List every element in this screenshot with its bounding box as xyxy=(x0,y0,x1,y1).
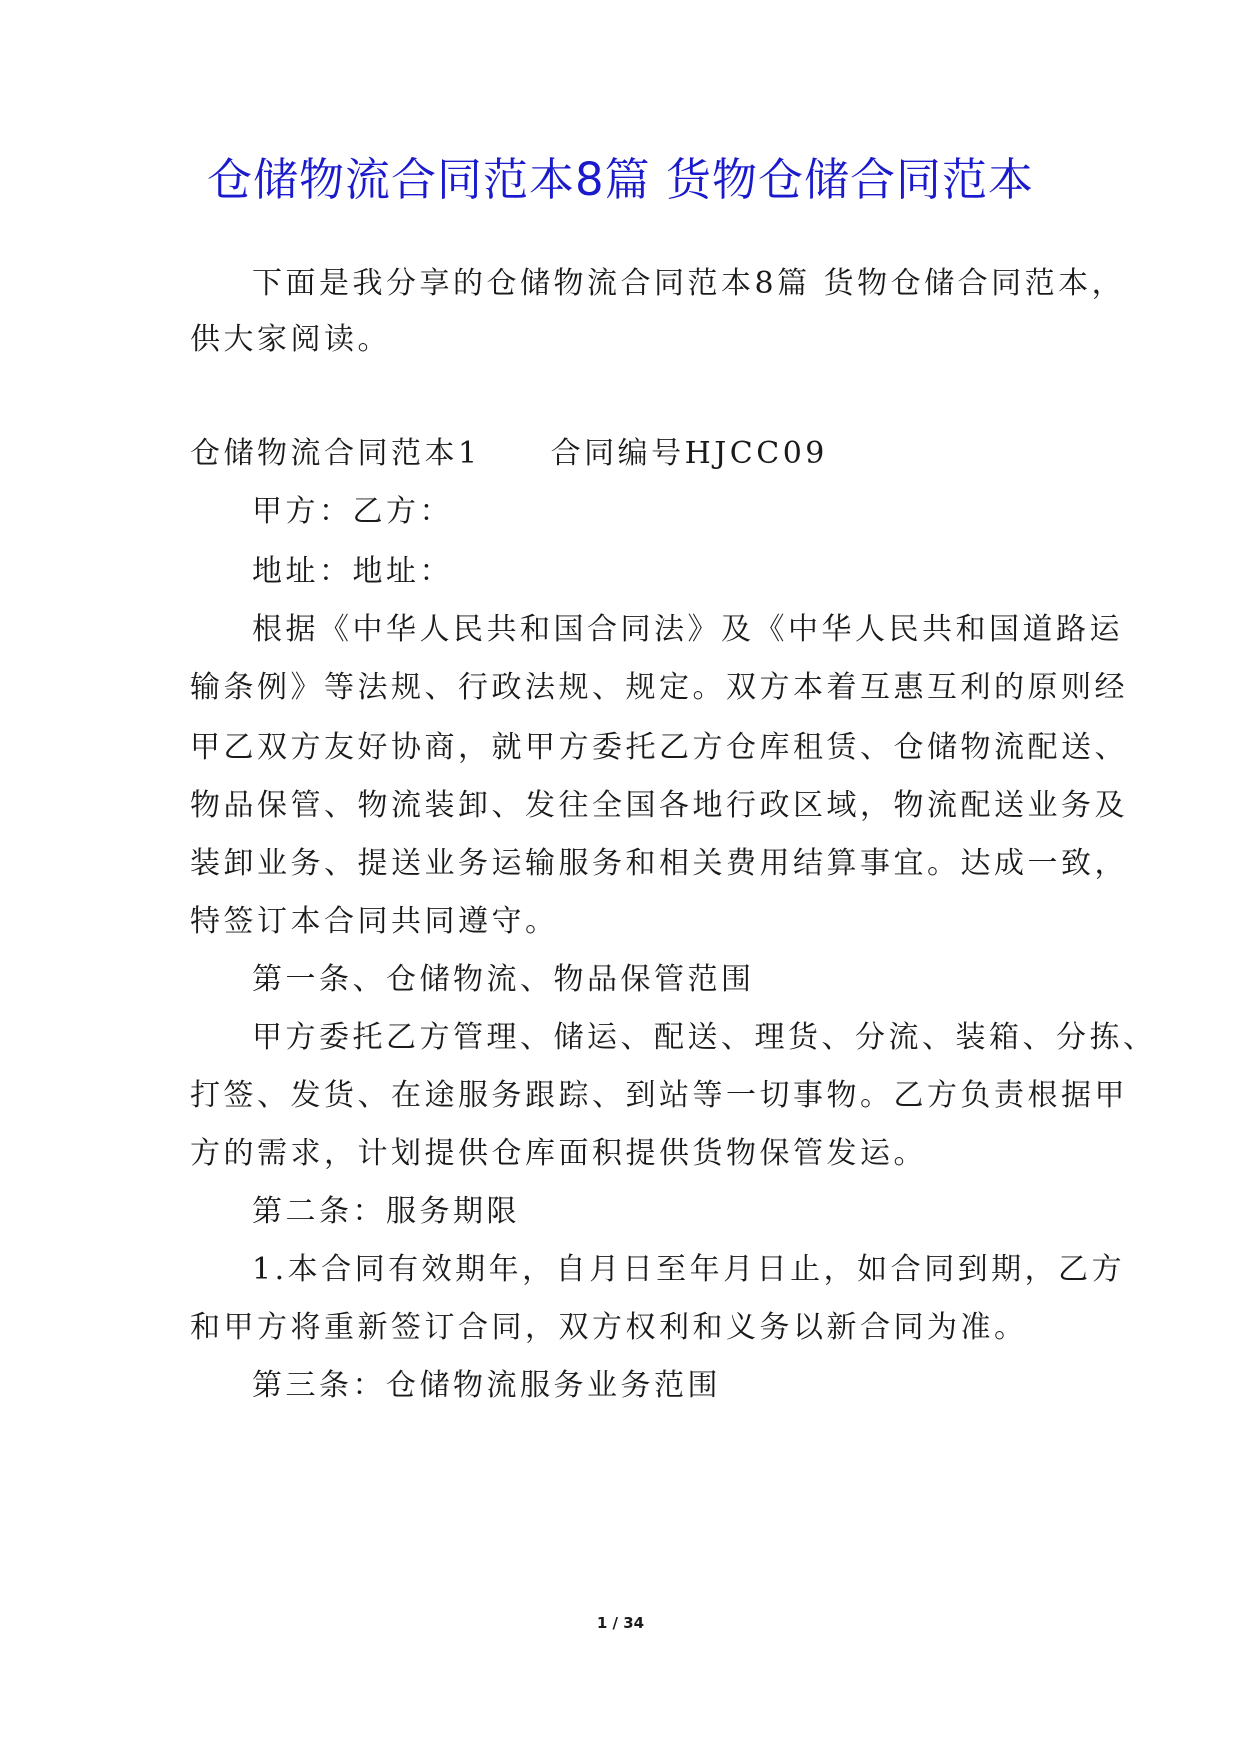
article1-heading: 第一条、仓储物流、物品保管范围 xyxy=(252,962,755,997)
article1-line-3: 方的需求，计划提供仓库面积提供货物保管发运。 xyxy=(190,1136,927,1171)
section-heading-row xyxy=(190,434,828,474)
preamble-line-4: 物品保管、物流装卸、发往全国各地行政区域，物流配送业务及 xyxy=(190,788,1128,823)
article2-heading: 第二条：服务期限 xyxy=(252,1194,520,1229)
preamble-line-2: 输条例》等法规、行政法规、规定。双方本着互惠互利的原则经 xyxy=(190,670,1128,705)
article2-line-2: 和甲方将重新签订合同，双方权利和义务以新合同为准。 xyxy=(190,1310,1028,1345)
document-title: 仓储物流合同范本8篇 货物仓储合同范本 xyxy=(207,153,1034,206)
parties-line: 甲方：乙方： xyxy=(252,494,453,529)
intro-line-2: 供大家阅读。 xyxy=(190,322,391,357)
preamble-line-1: 根据《中华人民共和国合同法》及《中华人民共和国道路运 xyxy=(252,612,1123,647)
preamble-line-3: 甲乙双方友好协商，就甲方委托乙方仓库租赁、仓储物流配送、 xyxy=(190,730,1128,765)
article3-heading: 第三条：仓储物流服务业务范围 xyxy=(252,1368,721,1403)
article1-line-1: 甲方委托乙方管理、储运、配送、理货、分流、装箱、分拣、 xyxy=(252,1020,1157,1055)
address-line: 地址：地址： xyxy=(252,554,453,589)
article2-line-1: 1.本合同有效期年，自月日至年月日止，如合同到期，乙方 xyxy=(252,1252,1126,1287)
preamble-line-5: 装卸业务、提送业务运输服务和相关费用结算事宜。达成一致， xyxy=(190,846,1128,881)
intro-line-1: 下面是我分享的仓储物流合同范本8篇 货物仓储合同范本， xyxy=(252,266,1126,301)
page-indicator: 1 / 34 xyxy=(596,1614,645,1632)
contract-number: 合同编号HJCC09 xyxy=(550,436,828,471)
section-heading: 仓储物流合同范本1 xyxy=(190,436,481,471)
article1-line-2: 打签、发货、在途服务跟踪、到站等一切事物。乙方负责根据甲 xyxy=(190,1078,1128,1113)
preamble-line-6: 特签订本合同共同遵守。 xyxy=(190,904,559,939)
